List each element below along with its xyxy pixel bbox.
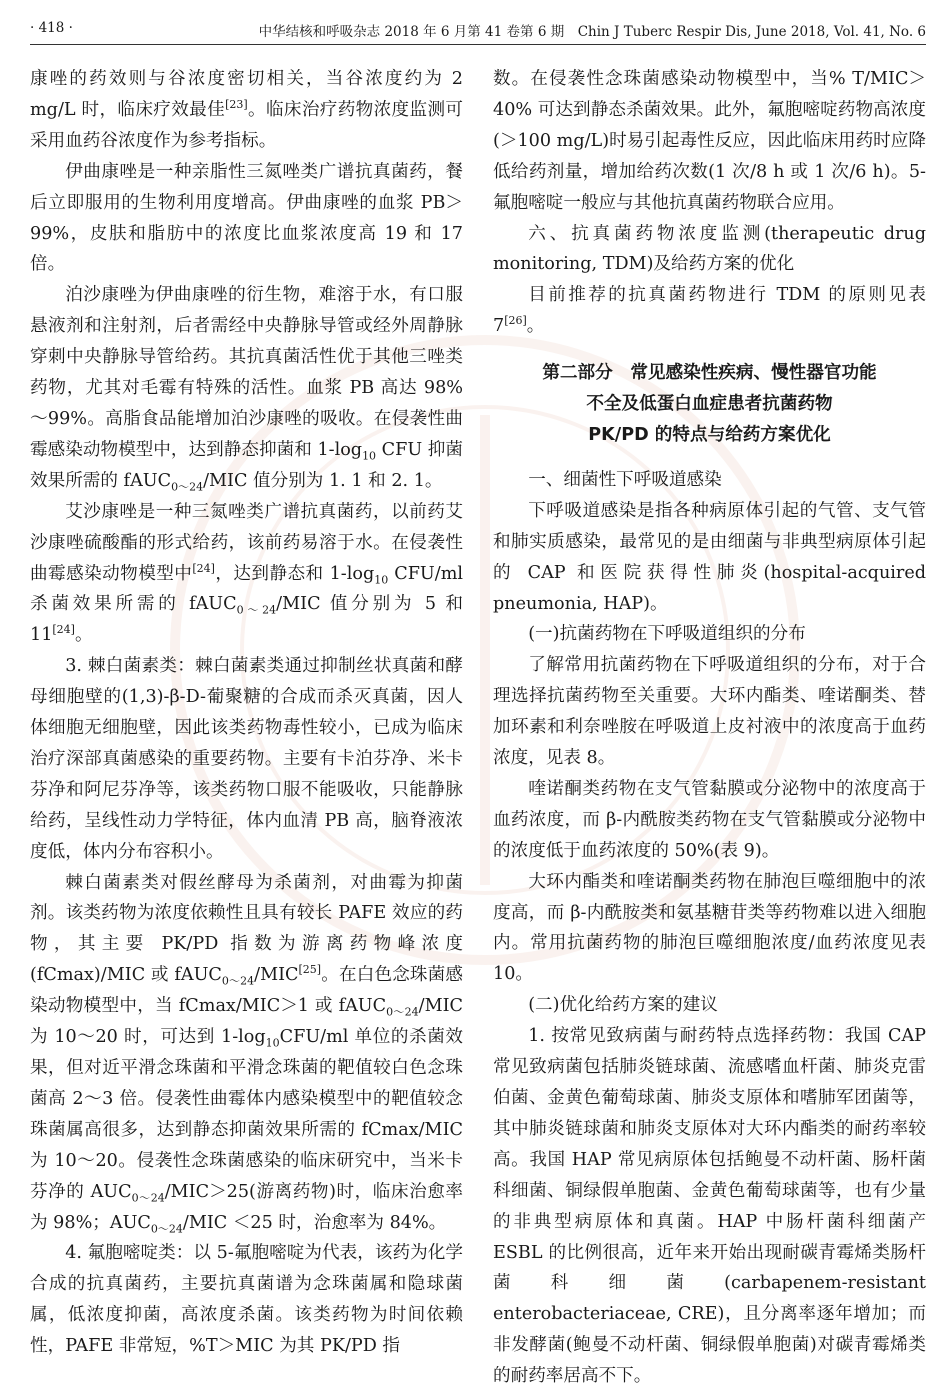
citation-ref: [26] [504,314,527,328]
part-title-line: 第二部分 常见感染性疾病、慢性器官功能 [542,363,877,384]
citation-ref: [24] [192,561,215,575]
text: CFU/ml 单位的杀菌效果，但对近平滑念珠菌和平滑念珠菌的靶值较白色念珠菌高 2～3 倍。侵袭性曲霉体内感染模型中的靶值较念珠菌属高很多，达到静态抑菌效果所需的 fCmax/MIC 为 10～20。侵袭性念珠菌感染的临床研究中，当米卡芬净的 AUC [30,1027,463,1202]
paragraph: 4. 氟胞嘧啶类：以 5-氟胞嘧啶为代表，该药为化学合成的抗真菌药，主要抗真菌谱为念珠菌属和隐球菌属，低浓度抑菌，高浓度杀菌。该类药物为时间依赖性，PAFE 非常短，%T＞MIC 为其 PK/PD 指 [30,1243,463,1357]
seal-staff-emblem [480,415,490,885]
paragraph [30,280,463,496]
citation-ref: [25] [298,963,322,977]
text: 艾沙康唑是一种三氮唑类广谱抗真菌药，以前药艾沙康唑硫酸酯的形式给药，该前药易溶于水。在侵袭性曲霉感染动物模型中 [30,501,463,584]
text: /MIC 为 10～20 时，可达到 1-log [30,996,463,1048]
subscript: 0～24 [171,480,204,494]
text: /MIC 值分别为 5 和 11 [30,594,463,646]
text: 。 [74,625,93,646]
text: 。临床治疗药物浓度监测可采用血药谷浓度作为参考指标。 [30,99,463,151]
subscript: 10 [374,573,389,587]
section-heading: 一、细菌性下呼吸道感染 [528,469,722,490]
citation-ref: [24] [52,623,75,637]
text: /MIC [254,965,299,986]
paragraph: 下呼吸道感染是指各种病原体引起的气管、支气管和肺实质感染，最常见的是由细菌与非典型病原体引起的 CAP 和医院获得性肺炎(hospital-acquired pneumonia, HAP)。 [493,500,926,614]
subscript: 0～24 [221,974,255,988]
text: 目前推荐的抗真菌药物进行 TDM 的原则见表 7 [493,285,926,337]
text: /MIC ＜25 时，治愈率为 84%。 [182,1212,447,1233]
paragraph [30,497,463,652]
right-column [493,64,926,1392]
left-column [30,64,463,1362]
paragraph: 伊曲康唑是一种亲脂性三氮唑类广谱抗真菌药，餐后立即服用的生物利用度增高。伊曲康唑的血浆 PB＞99%，皮肤和脂肪中的浓度比血浆浓度高 19 和 17 倍。 [30,161,463,275]
text: 泊沙康唑为伊曲康唑的衍生物，难溶于水，有口服悬液剂和注射剂，后者需经中央静脉导管或经外周静脉穿刺中央静脉导管给药。其抗真菌活性优于其他三唑类药物，尤其对毛霉有特殊的活性。血浆 PB 高达 98% ～99%。高脂食品能增加泊沙康唑的吸收。在侵袭性曲霉感染动物模型中，达到静态抑菌和 1-log [30,285,463,460]
text: CFU/ml 杀菌效果所需的 fAUC [30,563,464,615]
running-header [30,18,926,45]
text: CFU 抑菌效果所需的 fAUC [30,439,463,491]
subscript: 0～24 [236,603,277,617]
text: /MIC＞25(游离药物)时，临床治愈率为 98%；AUC [30,1181,463,1233]
paragraph: 1. 按常见致病菌与耐药特点选择药物：我国 CAP 常见致病菌包括肺炎链球菌、流感嗜血杆菌、肺炎克雷伯菌、金黄色葡萄球菌、肺炎支原体和嗜肺军团菌等，其中肺炎链球菌和肺炎支原体对大环内酯类的耐药率较高。我国 HAP 常见病原体包括鲍曼不动杆菌、肠杆菌科细菌、铜绿假单胞菌、金黄色葡萄球菌等，也有少量的非典型病原体和真菌。HAP 中肠杆菌科细菌产 ESBL 的比例很高，近年来开始出现耐碳青霉烯类肠杆菌科细菌(carbapenem-resistant enterobacteriaceae, CRE)，且分离率逐年增加；而非发酵菌(鲍曼不动杆菌、铜绿假单胞菌)对碳青霉烯类的耐药率居高不下。 [493,1026,926,1387]
section-heading: 六、抗真菌药物浓度监测(therapeutic drug monitoring, TDM)及给药方案的优化 [493,223,926,275]
paragraph: 了解常用抗菌药物在下呼吸道组织的分布，对于合理选择抗菌药物至关重要。大环内酯类、喹诺酮类、替加环素和利奈唑胺在呼吸道上皮衬液中的浓度高于血药浓度，见表 8。 [493,655,926,769]
paragraph: 数。在侵袭性念珠菌感染动物模型中，当% T/MIC＞40% 可达到静态杀菌效果。此外，氟胞嘧啶药物高浓度(＞100 mg/L)时易引起毒性反应，因此临床用药时应降低给药剂量，增加给药次数(1 次/8 h 或 1 次/6 h)。5-氟胞嘧啶一般应与其他抗真菌药物联合应用。 [493,69,926,213]
text: 。 [526,316,545,337]
citation-ref: [23] [225,98,248,112]
subscript: 0～24 [150,1222,183,1236]
text: 康唑的药效则与谷浓度密切相关，当谷浓度约为 2 mg/L 时，临床疗效最佳 [30,69,463,120]
subscript: 0～24 [131,1191,165,1205]
text: /MIC 值分别为 1. 1 和 2. 1。 [203,470,443,491]
part-title-line: 不全及低蛋白血症患者抗菌药物 [586,394,833,415]
text: 。在白色念珠菌感染动物模型中，当 fCmax/MIC＞1 或 fAUC [30,965,463,1017]
part-title-line: PK/PD 的特点与给药方案优化 [588,424,831,445]
part-title [493,358,926,451]
paragraph: 3. 棘白菌素类：棘白菌素类通过抑制丝状真菌和酵母细胞壁的(1,3)-β-D-葡聚糖的合成而杀灭真菌，因人体细胞无细胞壁，因此该类药物毒性较小，已成为临床治疗深部真菌感染的重要药物。主要有卡泊芬净、米卡芬净和阿尼芬净等，该类药物口服不能吸收，只能静脉给药，呈线性动力学特征，体内血清 PB 高，脑脊液浓度低，体内分布容积小。 [30,656,463,862]
paragraph [30,868,463,1239]
paragraph: 大环内酯类和喹诺酮类药物在肺泡巨噬细胞中的浓度高，而 β-内酰胺类和氨基糖苷类等药物难以进入细胞内。常用抗菌药物的肺泡巨噬细胞浓度/血药浓度见表 10。 [493,871,926,985]
paragraph: 喹诺酮类药物在支气管黏膜或分泌物中的浓度高于血药浓度，而 β-内酰胺类药物在支气管黏膜或分泌物中的浓度低于血药浓度的 50%(表 9)。 [493,778,926,861]
subscript: 10 [265,1036,280,1050]
subsection-heading: (二)优化给药方案的建议 [528,995,718,1016]
subsection-heading: (一)抗菌药物在下呼吸道组织的分布 [528,624,806,645]
page-number: · 418 · [30,20,73,36]
paragraph [493,280,926,342]
text: ，达到静态和 1-log [214,563,375,584]
paragraph [30,64,463,157]
journal-citation: 中华结核和呼吸杂志 2018 年 6 月第 41 卷第 6 期 Chin J Tuberc Respir Dis, June 2018, Vol. 41, No. 6 [258,24,926,40]
subscript: 10 [362,449,377,463]
subscript: 0～24 [386,1005,419,1019]
text: 棘白菌素类对假丝酵母为杀菌剂，对曲霉为抑菌剂。该类药物为浓度依赖性且具有较长 PAFE 效应的药物，其主要 PK/PD 指数为游离药物峰浓度(fCmax)/MIC 或 fAUC [30,872,463,986]
